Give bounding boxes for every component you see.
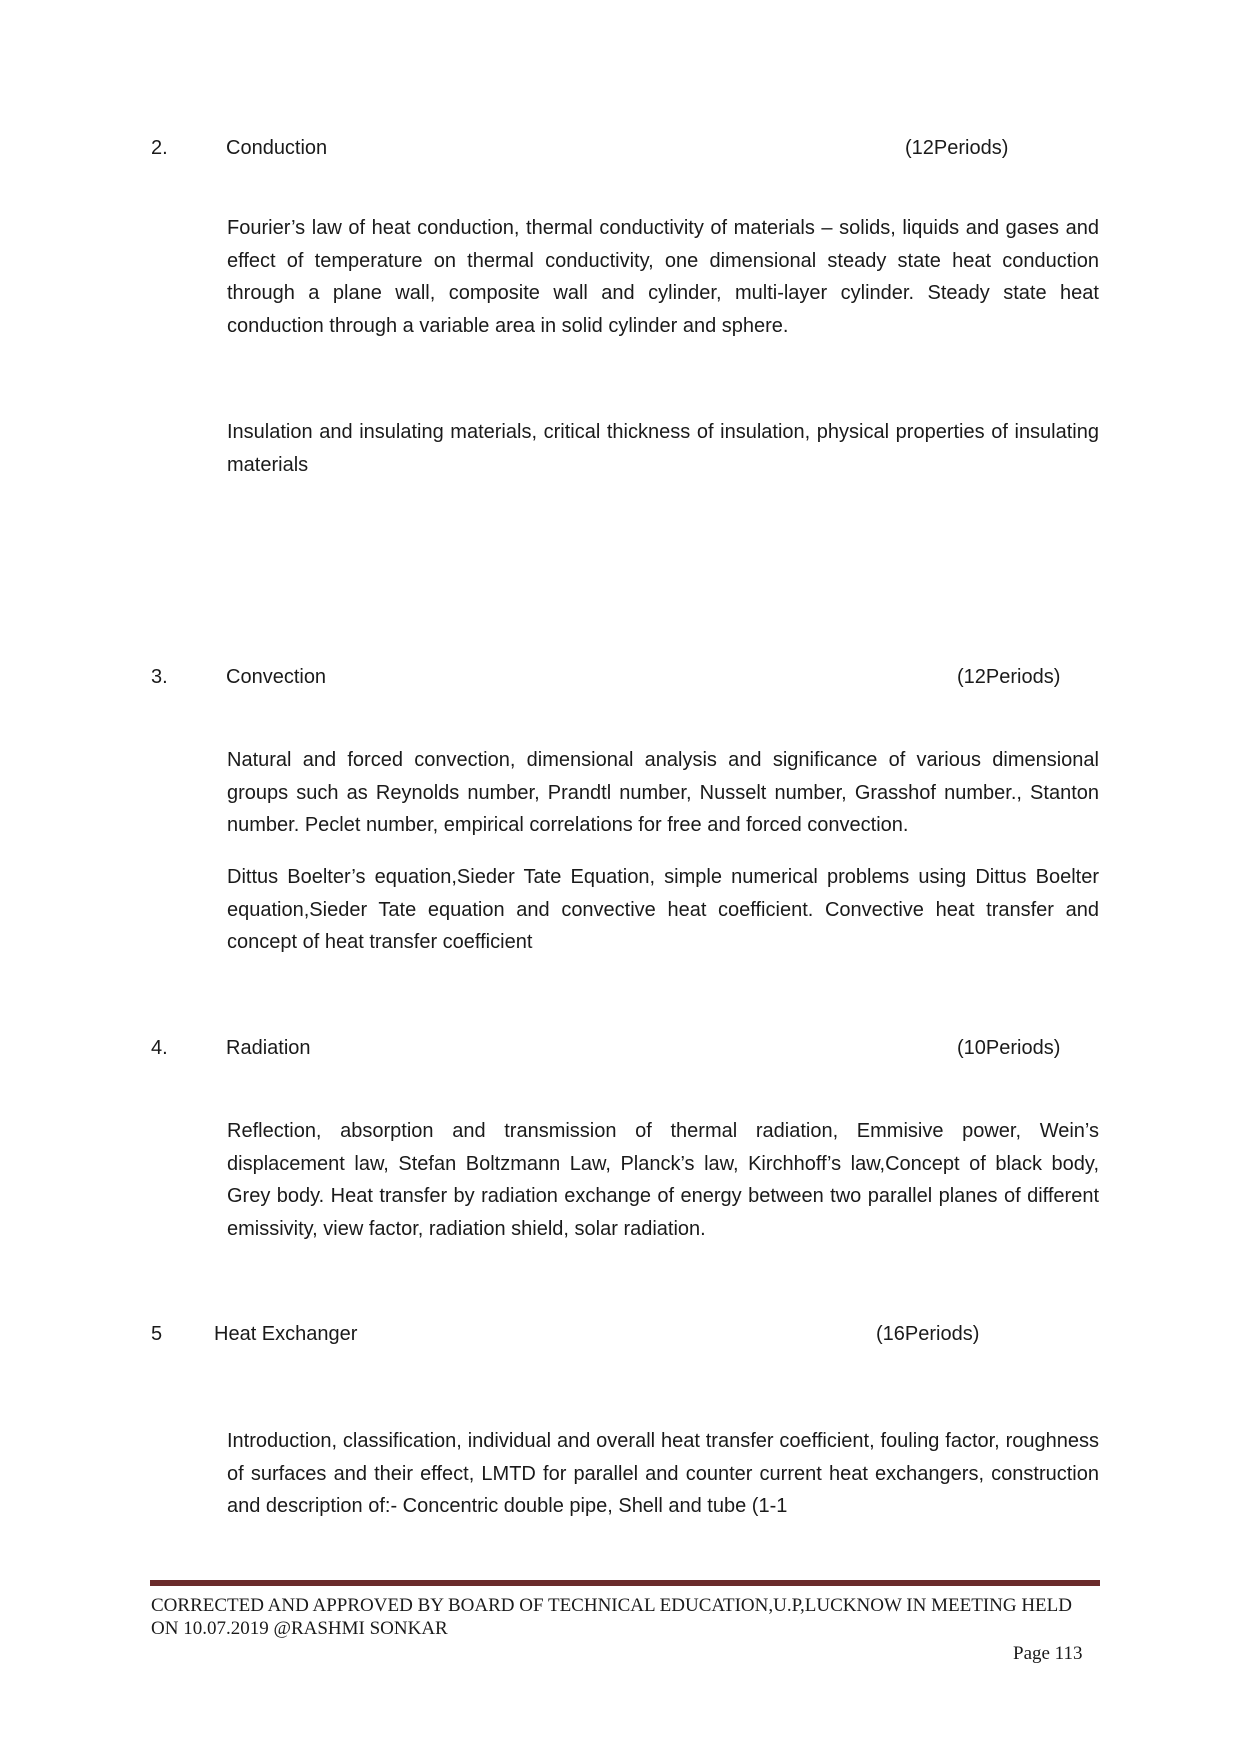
section-2-title: Conduction [226,137,328,159]
section-5-periods: (16Periods) [876,1323,980,1345]
footer-approval-line-1: CORRECTED AND APPROVED BY BOARD OF TECHNICAL EDUCATION,U.P,LUCKNOW IN MEETING HELD [151,1595,1072,1616]
footer-approval-line-2: ON 10.07.2019 @RASHMI SONKAR [151,1618,448,1639]
section-2-paragraph-2: Insulation and insulating materials, critical thickness of insulation, physical properties of insulating materials [227,421,1099,476]
section-4-number: 4. [151,1037,168,1059]
section-4-paragraph-1: Reflection, absorption and transmission of thermal radiation, Emmisive power, Wein’s displacement law, Stefan Boltzmann Law, Planck’s law, Kirchhoff’s law,Concept of black body, Grey body. Heat transfer by radiation exchange of energy between two parallel planes of different emissivity, view factor, radiation shield, solar radiation. [227,1120,1099,1240]
section-5-title: Heat Exchanger [214,1323,358,1345]
section-3-paragraph-1: Natural and forced convection, dimensional analysis and significance of various dimensional groups such as Reynolds number, Prandtl number, Nusselt number, Grasshof number., Stanton number. Peclet number, empirical correlations for free and forced convection. [227,749,1099,836]
section-3-periods: (12Periods) [957,666,1061,688]
section-4-title: Radiation [226,1037,311,1059]
section-3-number: 3. [151,666,168,688]
section-4-periods: (10Periods) [957,1037,1061,1059]
footer-page-number: Page 113 [1013,1643,1083,1664]
section-3-paragraph-2: Dittus Boelter’s equation,Sieder Tate Equation, simple numerical problems using Dittus Boelter equation,Sieder Tate equation and convective heat coefficient. Convective heat transfer and concept of heat transfer coefficient [227,866,1099,953]
section-2-periods: (12Periods) [905,137,1009,159]
section-2-paragraph-1: Fourier’s law of heat conduction, thermal conductivity of materials – solids, liquids and gases and effect of temperature on thermal conductivity, one dimensional steady state heat conduction through a plane wall, composite wall and cylinder, multi-layer cylinder. Steady state heat conduction through a variable area in solid cylinder and sphere. [227,217,1099,337]
section-2-number: 2. [151,137,168,159]
section-5-number: 5 [151,1323,163,1345]
section-5-paragraph-1: Introduction, classification, individual and overall heat transfer coefficient, fouling factor, roughness of surfaces and their effect, LMTD for parallel and counter current heat exchangers, construction and description of:- Concentric double pipe, Shell and tube (1-1 [227,1430,1099,1517]
section-3-title: Convection [226,666,327,688]
footer-divider [150,1580,1100,1586]
